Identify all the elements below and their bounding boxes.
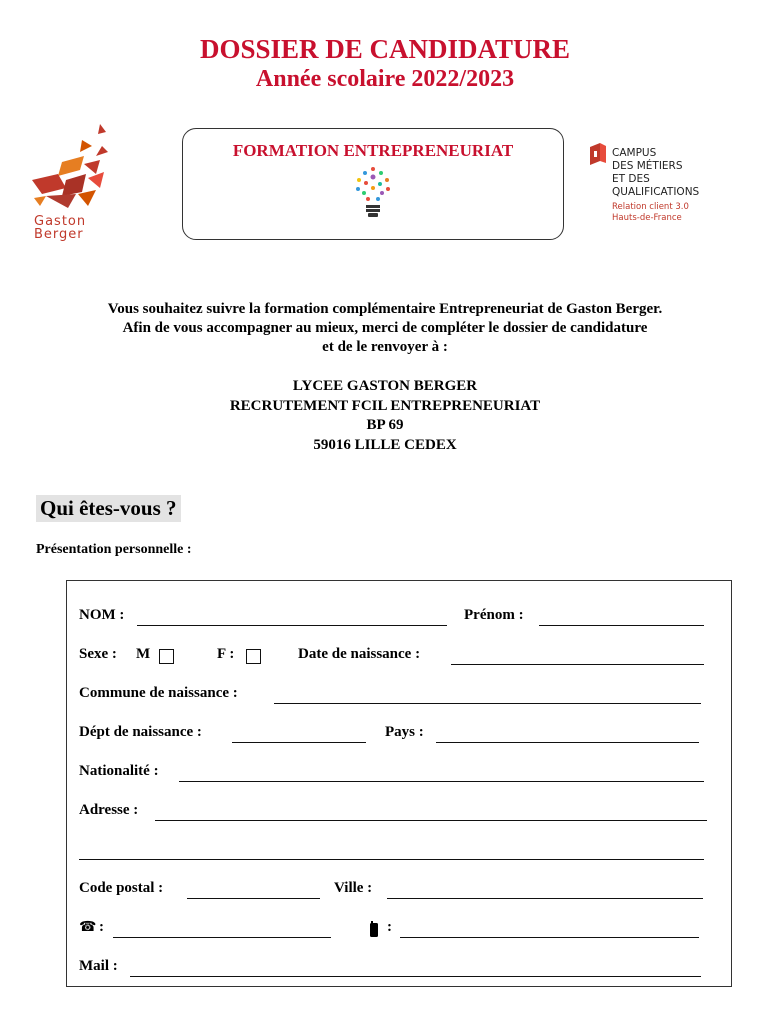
telephone-icon: ☎ (79, 919, 97, 935)
logo-shards-icon (22, 122, 122, 212)
sexe-m-checkbox[interactable] (159, 649, 174, 664)
formation-box (182, 128, 564, 240)
nom-field[interactable] (137, 625, 447, 626)
logo-text-berger: Berger (34, 227, 84, 242)
prenom-field[interactable] (539, 625, 704, 626)
nom-label: NOM : (79, 607, 125, 623)
formation-title: FORMATION ENTREPRENEURIAT (232, 141, 514, 160)
telephone-colon: : (99, 919, 104, 935)
campus-logo (588, 141, 748, 231)
address-line-1: LYCEE GASTON BERGER (292, 378, 478, 394)
section-subheading: Présentation personnelle : (36, 542, 192, 557)
adresse-label: Adresse : (79, 802, 139, 818)
code-postal-field[interactable] (187, 898, 320, 899)
school-year: Année scolaire 2022/2023 (255, 66, 515, 92)
mail-field[interactable] (130, 976, 701, 977)
mobile-colon: : (387, 919, 392, 935)
dept-field[interactable] (232, 742, 366, 743)
address-line-4: 59016 LILLE CEDEX (313, 437, 457, 453)
nationalite-label: Nationalité : (79, 763, 159, 779)
telephone-field[interactable] (113, 937, 331, 938)
mail-label: Mail : (79, 958, 118, 974)
nationalite-field[interactable] (179, 781, 704, 782)
section-heading: Qui êtes-vous ? (36, 495, 181, 522)
adresse-field-1[interactable] (155, 820, 707, 821)
commune-field[interactable] (274, 703, 701, 704)
personal-info-form (66, 580, 732, 987)
adresse-field-2[interactable] (79, 859, 704, 860)
sexe-m-label: M (136, 646, 151, 662)
ville-label: Ville : (334, 880, 373, 896)
intro-line-2: Afin de vous accompagner au mieux, merci de compléter le dossier de candidature (122, 320, 648, 336)
campus-region: Hauts-de-France (612, 213, 682, 223)
logo-text-gaston: Gaston (34, 214, 87, 229)
mobile-field[interactable] (400, 937, 699, 938)
mobile-phone-icon (369, 921, 379, 937)
address-line-3: BP 69 (366, 417, 404, 433)
dept-label: Dépt de naissance : (79, 724, 202, 740)
campus-title: CAMPUS DES MÉTIERS ET DES QUALIFICATIONS (612, 147, 700, 198)
campus-emblem-icon (588, 143, 608, 165)
address-line-2: RECRUTEMENT FCIL ENTREPRENEURIAT (229, 398, 541, 414)
code-postal-label: Code postal : (79, 880, 164, 896)
lightbulb-icon (353, 165, 393, 221)
pays-field[interactable] (436, 742, 699, 743)
intro-line-1: Vous souhaitez suivre la formation complémentaire Entrepreneuriat de Gaston Berger. (107, 301, 663, 317)
sexe-f-checkbox[interactable] (246, 649, 261, 664)
intro-line-3: et de le renvoyer à : (322, 339, 448, 355)
prenom-label: Prénom : (464, 607, 524, 623)
pays-label: Pays : (385, 724, 424, 740)
date-naissance-label: Date de naissance : (298, 646, 421, 662)
gaston-berger-logo (22, 122, 122, 242)
commune-label: Commune de naissance : (79, 685, 238, 701)
sexe-f-label: F : (217, 646, 235, 662)
ville-field[interactable] (387, 898, 703, 899)
sexe-label: Sexe : (79, 646, 117, 662)
date-naissance-field[interactable] (451, 664, 704, 665)
campus-relation: Relation client 3.0 (612, 202, 689, 212)
page-title: DOSSIER DE CANDIDATURE (199, 34, 571, 64)
